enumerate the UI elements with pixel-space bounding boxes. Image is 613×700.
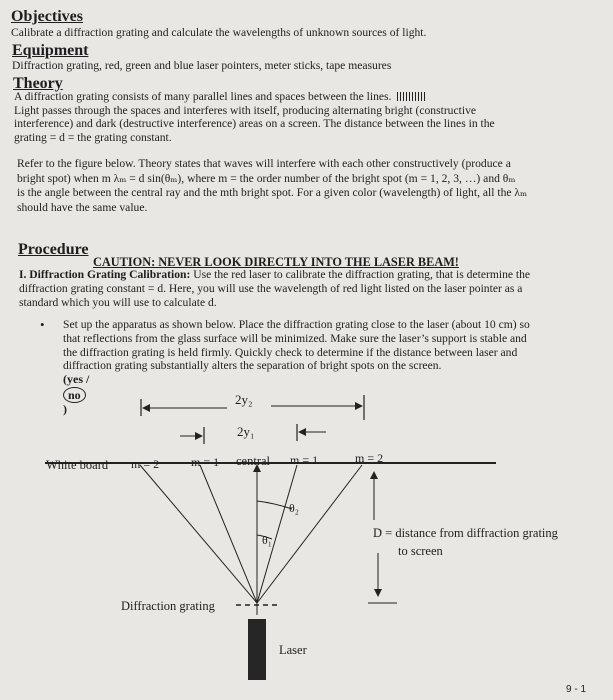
equipment-heading: Equipment [12, 42, 89, 59]
bullet-line-4: diffraction grating substantially alters the separation of bright spots on the screen. [63, 359, 442, 373]
answer-prefix: (yes / [63, 372, 90, 387]
order-m2-right: m = 2 [355, 451, 384, 465]
theory-heading: Theory [13, 75, 63, 92]
step1-label: I. Diffraction Grating Calibration: [19, 268, 191, 281]
grating-label: Diffraction grating [121, 599, 215, 613]
theory2-line-1: Refer to the figure below. Theory states that waves will interfere with each other constructively (produce a [17, 157, 511, 170]
page-number: 9 - 1 [566, 684, 587, 695]
theta1-label: θ₁ [262, 533, 272, 547]
theta2-label: θ₂ [289, 501, 299, 515]
distance-label-2: to screen [398, 544, 443, 558]
bullet-line-2: that reflections from the glass surface will be minimized. Make sure the laser’s support is stable and [63, 331, 527, 345]
caution-text: CAUTION: NEVER LOOK DIRECTLY INTO THE LASER BEAM! [93, 255, 459, 269]
ray-m2-left [140, 465, 257, 603]
equipment-text: Diffraction grating, red, green and blue laser pointers, meter sticks, tape measures [12, 59, 392, 72]
theory2-line-2: bright spot) when m λₘ = d sin(θₘ), where m = the order number of the bright spot (m = 1, 2, 3, …) and θₘ [17, 171, 516, 185]
white-board-label: White board [46, 458, 109, 472]
laser-body [248, 619, 266, 680]
bullet-line-3: the diffraction grating is held firmly. Quickly check to determine if the distance between laser and [63, 345, 518, 359]
distance-label: D = distance from diffraction grating [373, 526, 558, 540]
theory-line-1: A diffraction grating consists of many parallel lines and spaces between the lines. [14, 90, 392, 103]
theory-line-3: interference) and dark (destructive interference) areas on a screen. The distance between the lines in the [14, 117, 495, 130]
ray-m1-left [200, 465, 257, 603]
theta2-arc [257, 501, 292, 509]
central-label: central [236, 454, 271, 468]
objectives-text: Calibrate a diffraction grating and calculate the wavelengths of unknown sources of light. [11, 26, 427, 39]
bullet-icon: • [40, 317, 45, 332]
laser-label: Laser [279, 643, 307, 657]
theory2-line-3: is the angle between the central ray and the mth bright spot. For a given color (wavelength) of light, all the λₘ [17, 186, 528, 199]
label-2y2: 2y₂ [235, 392, 253, 407]
bullet-line-1: Set up the apparatus as shown below. Place the diffraction grating close to the laser (about 10 cm) so [63, 318, 530, 331]
label-2y1: 2y₁ [237, 424, 255, 439]
answer-suffix: ) [63, 401, 67, 416]
objectives-heading: Objectives [11, 8, 83, 25]
theory2-line-4: should have the same value. [17, 200, 148, 214]
procedure-heading: Procedure [18, 241, 89, 258]
theory-line-2: Light passes through the spaces and interferes with itself, producing alternating bright (constructive [14, 103, 477, 117]
step1-line-1: Use the red laser to calibrate the diffraction grating, that is determine the [190, 268, 531, 281]
order-m1-right: m = 1 [290, 453, 319, 467]
ray-m2-right [257, 465, 362, 603]
order-m2-left: m = 2 [131, 457, 160, 471]
order-m1-left: m = 1 [191, 455, 220, 469]
theory-line-4: grating = d = the grating constant. [14, 130, 172, 144]
step1-line-3: standard which you will use to calculate d. [19, 295, 217, 309]
answer-circled: no [63, 387, 86, 403]
step1-line-2: diffraction grating constant = d. Here, you will use the wavelength of red light listed on the laser pointer as a [19, 281, 523, 295]
